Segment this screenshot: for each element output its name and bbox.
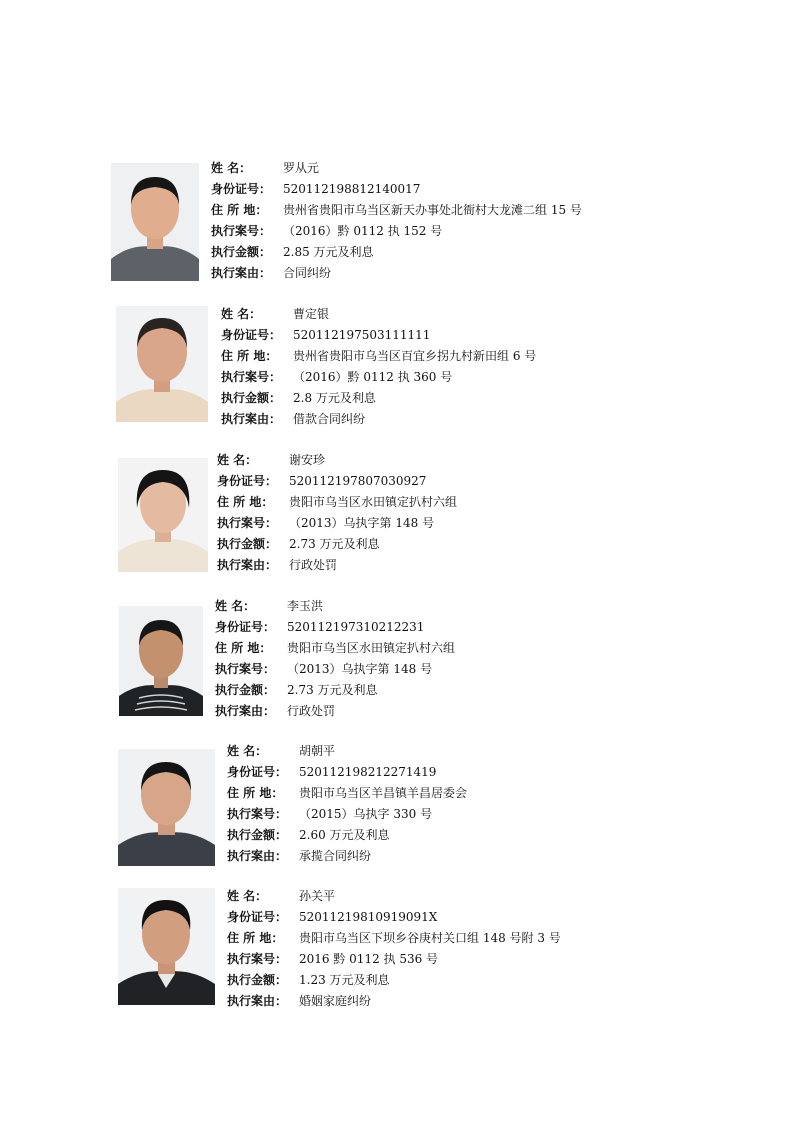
case-no-row [227, 949, 561, 970]
name-value: 罗从元 [283, 161, 320, 175]
address-label: 住 所 地： [217, 495, 274, 509]
case-no-value: 2016 黔 0112 执 536 号 [299, 952, 439, 966]
id-label: 身份证号： [211, 182, 272, 196]
amount-label: 执行金额： [215, 683, 276, 697]
id-value: 520112198812140017 [283, 182, 421, 196]
name-label: 姓 名： [215, 599, 256, 613]
name-row [227, 886, 561, 907]
amount-value: 2.73 万元及利息 [287, 683, 378, 697]
portrait-photo [116, 306, 208, 422]
amount-value: 2.73 万元及利息 [289, 537, 380, 551]
person-record-2 [221, 304, 536, 430]
address-row [227, 928, 561, 949]
case-no-value: （2016）黔 0112 执 360 号 [293, 370, 453, 384]
name-value: 曹定银 [293, 307, 330, 321]
name-value: 孙关平 [299, 889, 336, 903]
name-label: 姓 名： [211, 161, 252, 175]
id-value: 52011219810919091X [299, 910, 438, 924]
portrait-photo [118, 458, 208, 572]
cause-value: 借款合同纠纷 [293, 412, 366, 426]
case-no-value: （2013）乌执字第 148 号 [287, 662, 433, 676]
id-row [221, 325, 536, 346]
name-label: 姓 名： [221, 307, 262, 321]
cause-label: 执行案由： [227, 849, 288, 863]
amount-label: 执行金额： [227, 973, 288, 987]
amount-label: 执行金额： [221, 391, 282, 405]
cause-row [227, 991, 561, 1012]
address-label: 住 所 地： [221, 349, 278, 363]
address-value: 贵阳市乌当区水田镇定扒村六组 [289, 495, 458, 509]
amount-row [221, 388, 536, 409]
cause-row [215, 701, 455, 722]
id-label: 身份证号： [217, 474, 278, 488]
id-row [227, 907, 561, 928]
address-value: 贵阳市乌当区羊昌镇羊昌居委会 [299, 786, 468, 800]
address-label: 住 所 地： [227, 931, 284, 945]
case-no-value: （2015）乌执字 330 号 [299, 807, 433, 821]
id-value: 520112197310212231 [287, 620, 425, 634]
name-value: 胡朝平 [299, 744, 336, 758]
address-row [227, 783, 467, 804]
cause-value: 行政处罚 [289, 558, 338, 572]
id-row [211, 179, 582, 200]
amount-row [227, 970, 561, 991]
case-no-row [221, 367, 536, 388]
case-no-label: 执行案号： [227, 807, 288, 821]
amount-row [217, 534, 457, 555]
portrait-photo [118, 888, 215, 1005]
address-value: 贵州省贵阳市乌当区新天办事处北衙村大龙滩二组 15 号 [283, 203, 582, 217]
cause-label: 执行案由： [217, 558, 278, 572]
portrait-photo [118, 749, 215, 866]
id-label: 身份证号： [215, 620, 276, 634]
case-no-label: 执行案号： [215, 662, 276, 676]
address-label: 住 所 地： [215, 641, 272, 655]
amount-label: 执行金额： [211, 245, 272, 259]
cause-value: 婚姻家庭纠纷 [299, 994, 372, 1008]
case-no-value: （2013）乌执字第 148 号 [289, 516, 435, 530]
id-value: 520112197807030927 [289, 474, 427, 488]
case-no-row [211, 221, 582, 242]
id-label: 身份证号： [227, 765, 288, 779]
cause-row [221, 409, 536, 430]
id-row [215, 617, 455, 638]
amount-label: 执行金额： [217, 537, 278, 551]
id-row [217, 471, 457, 492]
person-record-1 [211, 158, 582, 284]
id-value: 520112197503111111 [293, 328, 431, 342]
amount-value: 2.85 万元及利息 [283, 245, 374, 259]
address-value: 贵州省贵阳市乌当区百宜乡拐九村新田组 6 号 [293, 349, 537, 363]
id-label: 身份证号： [227, 910, 288, 924]
name-row [227, 741, 467, 762]
cause-label: 执行案由： [211, 266, 272, 280]
case-no-row [217, 513, 457, 534]
name-row [211, 158, 582, 179]
address-row [215, 638, 455, 659]
address-row [221, 346, 536, 367]
case-no-label: 执行案号： [227, 952, 288, 966]
cause-row [217, 555, 457, 576]
cause-value: 合同纠纷 [283, 266, 332, 280]
id-label: 身份证号： [221, 328, 282, 342]
cause-label: 执行案由： [215, 704, 276, 718]
address-label: 住 所 地： [227, 786, 284, 800]
amount-value: 1.23 万元及利息 [299, 973, 390, 987]
address-row [211, 200, 582, 221]
case-no-label: 执行案号： [221, 370, 282, 384]
name-label: 姓 名： [227, 889, 268, 903]
person-record-5 [227, 741, 467, 867]
amount-row [215, 680, 455, 701]
name-value: 谢安珍 [289, 453, 326, 467]
case-no-label: 执行案号： [211, 224, 272, 238]
address-row [217, 492, 457, 513]
cause-label: 执行案由： [227, 994, 288, 1008]
cause-row [227, 846, 467, 867]
person-record-6 [227, 886, 561, 1012]
cause-value: 行政处罚 [287, 704, 336, 718]
person-record-3 [217, 450, 457, 576]
case-no-value: （2016）黔 0112 执 152 号 [283, 224, 443, 238]
name-label: 姓 名： [227, 744, 268, 758]
name-row [215, 596, 455, 617]
case-no-label: 执行案号： [217, 516, 278, 530]
cause-row [211, 263, 582, 284]
id-value: 520112198212271419 [299, 765, 437, 779]
name-row [221, 304, 536, 325]
name-row [217, 450, 457, 471]
person-record-4 [215, 596, 455, 722]
address-value: 贵阳市乌当区下坝乡谷庚村关口组 148 号附 3 号 [299, 931, 561, 945]
amount-value: 2.60 万元及利息 [299, 828, 390, 842]
amount-row [211, 242, 582, 263]
id-row [227, 762, 467, 783]
name-value: 李玉洪 [287, 599, 324, 613]
amount-row [227, 825, 467, 846]
cause-value: 承揽合同纠纷 [299, 849, 372, 863]
amount-label: 执行金额： [227, 828, 288, 842]
name-label: 姓 名： [217, 453, 258, 467]
cause-label: 执行案由： [221, 412, 282, 426]
case-no-row [215, 659, 455, 680]
portrait-photo [111, 163, 199, 281]
case-no-row [227, 804, 467, 825]
portrait-photo [119, 606, 203, 716]
address-label: 住 所 地： [211, 203, 268, 217]
amount-value: 2.8 万元及利息 [293, 391, 376, 405]
address-value: 贵阳市乌当区水田镇定扒村六组 [287, 641, 456, 655]
